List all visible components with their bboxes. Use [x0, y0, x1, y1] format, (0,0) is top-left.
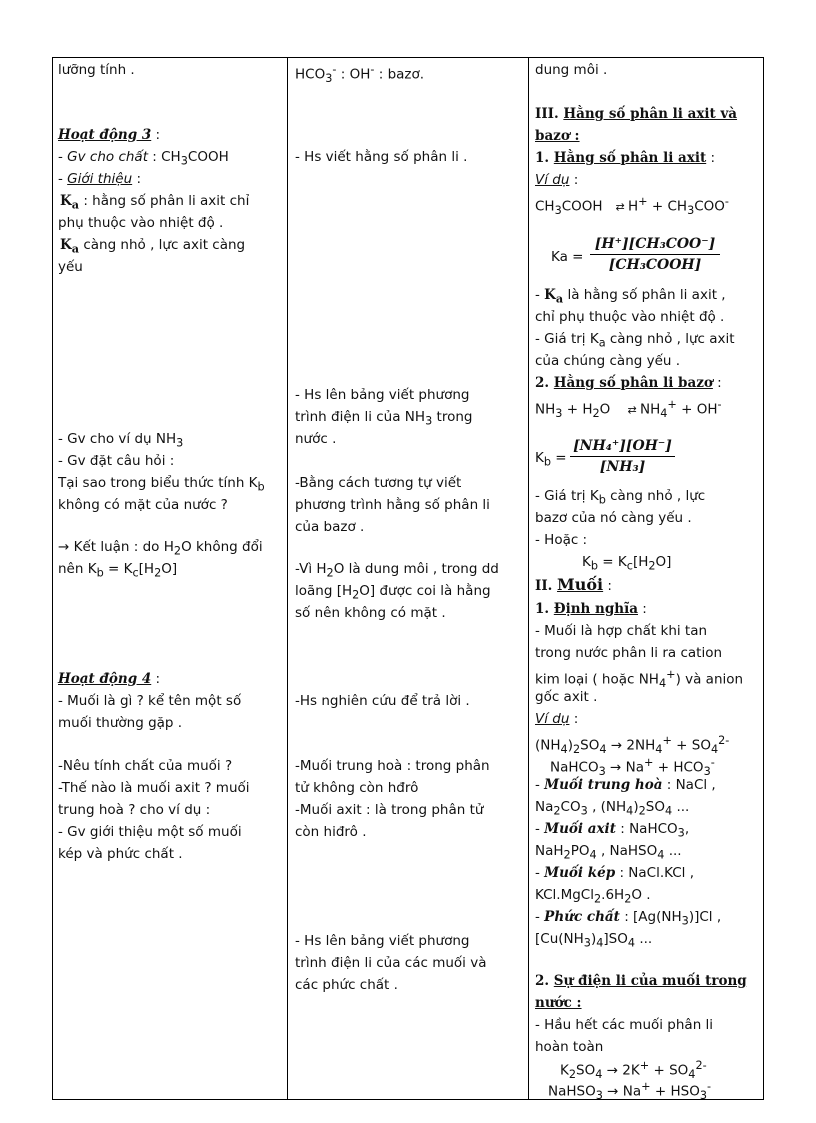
text-line: $KCl.MgCl_2.6H_2O$ . [535, 887, 651, 906]
text-line: $K_a$ : hằng số phân li axit chỉ [60, 193, 250, 212]
text-line: -Hs nghiên cứu để trả lời . [295, 693, 470, 709]
text-line: trong nước phân li ra cation [535, 645, 723, 661]
text-line: -Vì $H_2O$ là dung môi , trong dd [295, 561, 499, 580]
text-line: $HCO_3^-$ : OH- : bazơ. [295, 63, 425, 86]
text-line: loãng $[H_2O]$ được coi là hằng [295, 583, 491, 602]
example-label: Ví dụ : [535, 172, 579, 188]
equilibrium-arrow-icon: ⇄ [615, 200, 624, 214]
section-heading-ii: II. Muối : [535, 575, 612, 594]
text-line: bazơ của nó càng yếu . [535, 510, 692, 526]
text-line: phụ thuộc vào nhiệt độ . [58, 215, 224, 231]
example-label: Ví dụ : [535, 711, 579, 727]
text-line: -Muối trung hoà : trong phân [295, 758, 490, 774]
text-line: nước . [295, 431, 337, 447]
subsection-heading: 1. Hằng số phân li axit : [535, 150, 716, 166]
kb-fraction: $\frac{\text{[NH₄⁺][OH⁻]}}{\text{[NH₃]}}$ [570, 438, 675, 475]
subsection-heading: 2. Sự điện li của muối trong [535, 973, 747, 989]
text-line: - Hs lên bảng viết phương [295, 933, 470, 949]
text-line: $NaH_2PO_4$ , NaHSO$_4$ ... [535, 843, 682, 862]
text-line: trình điện li của các muối và [295, 955, 487, 971]
text-line: - Gv đặt câu hỏi : [58, 453, 175, 469]
subsection-heading-cont: nước : [535, 995, 582, 1011]
subsection-heading: 1. Định nghĩa : [535, 601, 647, 617]
text-line: - Giá trị $K_a$ càng nhỏ , lực axit [535, 331, 735, 350]
text-line: -Muối axit : là trong phân tử [295, 802, 484, 818]
text-line: - Gv cho chất : $CH_3COOH$ [58, 149, 229, 168]
equation: $NH_3 + H_2O$ ⇄ $NH_4^+ + OH^-$ [535, 398, 722, 421]
equation: NaHSO$_3$ → $Na^+ + HSO_3^-$ [548, 1080, 712, 1103]
text-line: - Hs lên bảng viết phương [295, 387, 470, 403]
text-line: $K_a$ càng nhỏ , lực axit càng [60, 237, 246, 256]
text-line: hoàn toàn [535, 1039, 604, 1055]
text-line: - Gv cho ví dụ $NH_3$ [58, 431, 184, 450]
text-line: các phức chất . [295, 977, 398, 993]
text-line: - Giá trị $K_b$ càng nhỏ , lực [535, 488, 706, 507]
subsection-heading: 2. Hằng số phân li bazơ : [535, 375, 722, 391]
text-line: - Muối trung hoà : NaCl , [535, 777, 716, 793]
column-divider-1 [287, 57, 288, 1100]
text-line: trung hoà ? cho ví dụ : [58, 802, 211, 818]
text-line: - $K_a$ là hằng số phân li axit , [535, 287, 726, 306]
text-line: dung môi . [535, 62, 608, 78]
text-line: còn hiđrô . [295, 824, 367, 840]
text-line: -Thế nào là muối axit ? muối [58, 780, 250, 796]
equation: $(NH_4)_2SO_4 \to 2NH_4^+ + SO_4^{2-}$ [535, 734, 730, 757]
text-line: -Bằng cách tương tự viết [295, 475, 462, 491]
text-line: lưỡng tính . [58, 62, 135, 78]
equation: $K_b = K_c[H_2O]$ [582, 554, 672, 573]
text-line: - Gv giới thiệu một số muối [58, 824, 242, 840]
equation: $CH_3COOH$ ⇄ $H^+ + CH_3COO^-$ [535, 195, 729, 218]
activity-3-heading: Hoạt động 3 : [58, 127, 161, 143]
text-line: - Giới thiệu : [58, 171, 141, 187]
activity-4-heading: Hoạt động 4 : [58, 671, 161, 687]
equation: NaHCO$_3$ → $Na^+ + HCO_3^-$ [550, 756, 715, 779]
text-line: không có mặt của nước ? [58, 497, 228, 513]
text-line: - Hầu hết các muối phân li [535, 1017, 714, 1033]
text-line: phương trình hằng số phân li [295, 497, 490, 513]
text-line: muối thường gặp . [58, 715, 183, 731]
text-line: - Phức chất : $[Ag(NH_3)]Cl$ , [535, 909, 722, 928]
column-divider-2 [528, 57, 529, 1100]
equilibrium-arrow-icon: ⇄ [627, 403, 636, 417]
text-line: số nên không có mặt . [295, 605, 446, 621]
text-line: của bazơ . [295, 519, 365, 535]
text-line: - Muối axit : NaHCO$_3$, [535, 821, 690, 840]
text-line: - Hs viết hằng số phân li . [295, 149, 468, 165]
section-heading-iii-cont: bazơ : [535, 128, 580, 144]
text-line: tử không còn hđrô [295, 780, 419, 796]
text-line: $[Cu(NH_3)_4]SO_4$ ... [535, 931, 653, 950]
section-heading-iii: III. Hằng số phân li axit và [535, 106, 738, 122]
text-line: - Muối là gì ? kể tên một số [58, 693, 242, 709]
text-line: trình điện li của $NH_3$ trong [295, 409, 473, 428]
text-line: của chúng càng yếu . [535, 353, 681, 369]
kb-label: $K_b$ = [535, 450, 567, 469]
text-line: - Muối là hợp chất khi tan [535, 623, 708, 639]
text-line: → Kết luận : do $H_2O$ không đổi [58, 539, 263, 558]
text-line: gốc axit . [535, 689, 598, 705]
text-line: kép và phức chất . [58, 846, 183, 862]
ka-label: Ka = [551, 249, 584, 265]
text-line: $Na_2CO_3$ , $(NH_4)_2SO_4$ ... [535, 799, 690, 818]
ka-fraction: [H⁺][CH₃COO⁻] [CH₃COOH] [590, 236, 720, 273]
text-line: -Nêu tính chất của muối ? [58, 758, 233, 774]
equation: $K_2SO_4 \to 2K^+ + SO_4^{2-}$ [560, 1059, 707, 1082]
text-line: - Muối kép : NaCl.KCl , [535, 865, 695, 881]
text-line: Tại sao trong biểu thức tính $K_b$ [58, 475, 265, 494]
text-line: kim loại ( hoặc $NH_4^+$) và anion [535, 668, 744, 691]
text-line: - Hoặc : [535, 532, 588, 548]
text-line: nên $K_b = K_c[H_2O]$ [58, 561, 178, 580]
text-line: yếu [58, 259, 83, 275]
text-line: chỉ phụ thuộc vào nhiệt độ . [535, 309, 725, 325]
